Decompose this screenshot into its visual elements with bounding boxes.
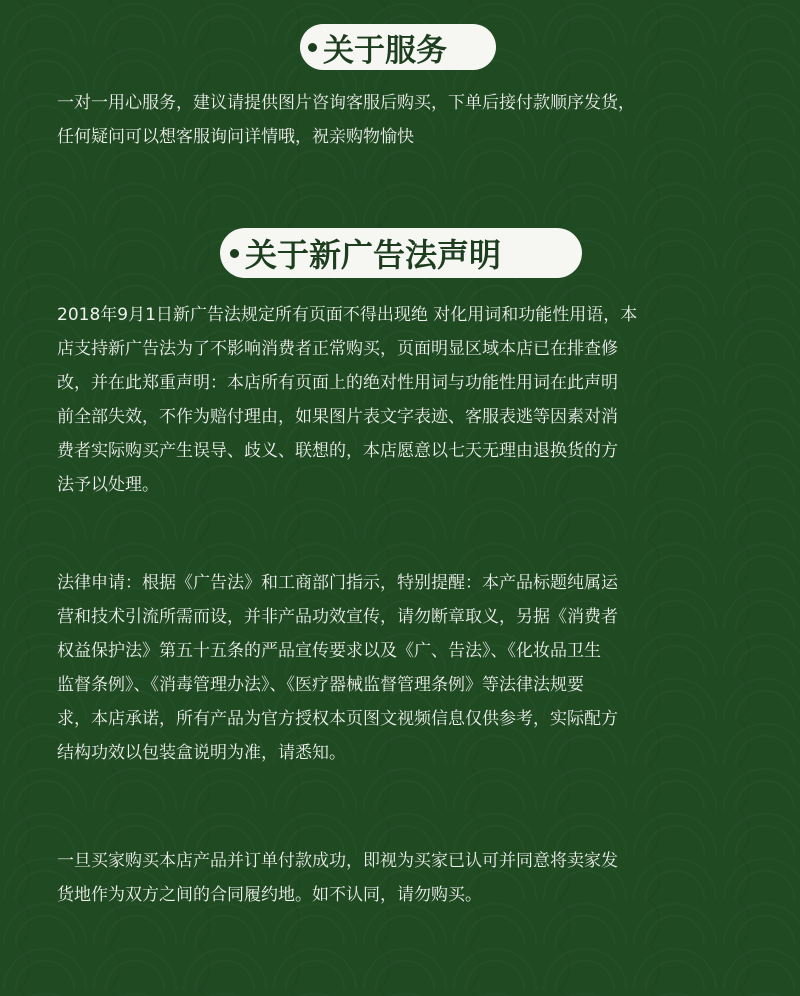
paragraph-line: 改，并在此郑重声明：本店所有页面上的绝对性用词与功能性用词在此声明 <box>57 373 618 393</box>
paragraph-line: 求，本店承诺，所有产品为官方授权本页图文视频信息仅供参考，实际配方 <box>57 709 618 729</box>
ad-law-paragraph <box>57 298 757 502</box>
paragraph-line: 监督条例》、《消毒管理办法》、《医疗器械监督管理条例》等法律法规要 <box>57 675 584 695</box>
section-heading-ad-law <box>220 228 582 278</box>
paragraph-line: 一旦买家购买本店产品并订单付款成功，即视为买家已认可并同意将卖家发 <box>57 851 618 871</box>
contract-paragraph <box>57 844 757 912</box>
bullet-dot-icon <box>308 43 317 52</box>
paragraph-line: 营和技术引流所需而设，并非产品功效宣传，请勿断章取义，另据《消费者 <box>57 607 618 627</box>
paragraph-line: 费者实际购买产生误导、歧义、联想的，本店愿意以七天无理由退换货的方 <box>57 441 618 461</box>
paragraph-line: 货地作为双方之间的合同履约地。如不认同，请勿购买。 <box>57 885 482 905</box>
paragraph-line: 法律申请：根据《广告法》和工商部门指示，特别提醒：本产品标题纯属运 <box>57 573 618 593</box>
bullet-dot-icon <box>230 249 239 258</box>
paragraph-line: 权益保护法》第五十五条的严品宣传要求以及《广、告法》、《化妆品卫生 <box>57 641 601 661</box>
paragraph-line: 法予以处理。 <box>57 475 159 495</box>
heading-text: 关于服务 <box>323 32 447 69</box>
paragraph-line: 店支持新广告法为了不影响消费者正常购买，页面明显区域本店已在排查修 <box>57 339 618 359</box>
section-heading-service <box>300 24 496 70</box>
paragraph-line: 一对一用心服务，建议请提供图片咨询客服后购买，下单后接付款顺序发货， <box>57 93 635 113</box>
paragraph-line: 前全部失效，不作为赔付理由，如果图片表文字表迹、客服表逃等因素对消 <box>57 407 618 427</box>
paragraph-line: 2018年9月1日新广告法规定所有页面不得出现绝 对化用词和功能性用语，本 <box>57 305 638 325</box>
paragraph-line: 结构功效以包装盒说明为准，请悉知。 <box>57 743 346 763</box>
paragraph-line: 任何疑问可以想客服询问详情哦，祝亲购物愉快 <box>57 127 414 147</box>
heading-text: 关于新广告法声明 <box>245 236 502 274</box>
legal-notice-paragraph <box>57 566 757 770</box>
service-paragraph <box>57 86 757 154</box>
